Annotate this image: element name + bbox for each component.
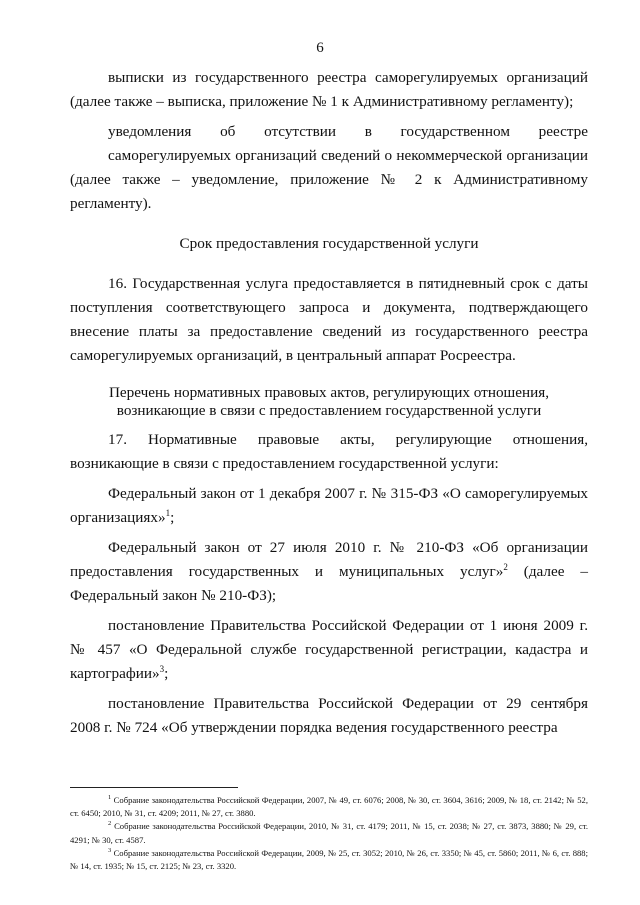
p17-rest: возникающие в связи с предоставлением государственной услуги:: [70, 455, 499, 472]
notification-rest: (далее также – уведомление, приложение № 2 к Административному регламенту).: [70, 171, 588, 212]
law-315-fz: Федеральный закон от 1 декабря 2007 г. № 315-ФЗ «О саморегулируемых организациях»$^1$;: [70, 485, 588, 526]
heading-line-2: возникающие в связи с предоставлением государственной услуги: [116, 402, 542, 419]
footnote-ref-1: 1: [165, 507, 171, 518]
resolution-724: постановление Правительства Российской Федерации от 29 сентября 2008 г. № 724 «Об утверждении порядка ведения государственного реестра: [70, 695, 588, 736]
notification-line-2: саморегулируемых организаций сведений о некоммерческой организации: [108, 147, 588, 164]
resolution-457: постановление Правительства Российской Федерации от 1 июня 2009 г. № 457 «О Федеральной службе государственной регистрации, кадастра и картографии»$^3$;: [70, 617, 588, 682]
paragraph-17: [70, 428, 588, 476]
heading-line-1: Перечень нормативных правовых актов, регулирующих отношения,: [108, 384, 550, 401]
document-body: [70, 66, 588, 740]
page-number: 6: [316, 40, 324, 56]
footnote-separator: [70, 787, 238, 788]
footnotes: [70, 794, 588, 873]
section-heading-legal-acts: [70, 384, 588, 420]
footnote-ref-3: 3: [159, 663, 165, 674]
footnote-2: $^2$ Собрание законодательства Российской Федерации, 2010, № 31, ст. 4179; 2011, № 15, ст. 2038; № 27, ст. 3873, 3880; № 29, ст. 4291; № 30, ст. 4587.: [70, 820, 588, 845]
paragraph-notification: [70, 120, 588, 216]
p17-line-1: 17. Нормативные правовые акты, регулирующие отношения,: [108, 431, 588, 448]
footnote-1: $^1$ Собрание законодательства Российской Федерации, 2007, № 49, ст. 6076; 2008, № 30, ст. 3604, 3616; 2009, № 18, ст. 2142; № 52, ст. 6450; 2010, № 31, ст. 4209; 2011, № 27, ст. 3880.: [70, 794, 588, 819]
footnote-ref-2: 2: [503, 561, 508, 572]
paragraph-extract: выписки из государственного реестра саморегулируемых организаций (далее также – выписка, приложение № 1 к Административному регламенту);: [70, 69, 588, 110]
notification-line-1: уведомления об отсутствии в государственном реестре: [108, 123, 588, 140]
footnote-3: $^3$ Собрание законодательства Российской Федерации, 2009, № 25, ст. 3052; 2010, № 26, ст. 3350; № 45, ст. 5860; 2011, № 6, ст. 888; № 14, ст. 1935; № 15, ст. 2125; № 23, ст. 3320.: [70, 846, 588, 872]
section-heading-term: Срок предоставления государственной услуги: [179, 235, 479, 252]
paragraph-16: 16. Государственная услуга предоставляется в пятидневный срок с даты поступления соответствующего запроса и документа, подтверждающего внесение платы за предоставление сведений из государственного реестра саморегулируемых организаций, в центральный аппарат Росреестра.: [70, 275, 588, 364]
law-210-fz: Федеральный закон от 27 июля 2010 г. № 210-ФЗ «Об организации предоставления государственных и муниципальных услуг»$^2$ (далее – Федеральный закон № 210-ФЗ);: [70, 539, 588, 604]
